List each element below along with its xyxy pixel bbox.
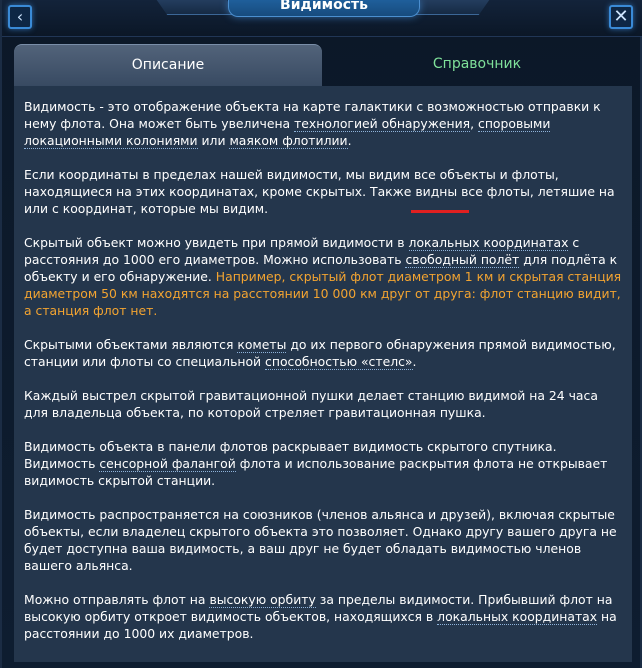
description-content — [14, 86, 632, 662]
paragraph-text: Каждый выстрел скрытой гравитационной пушки делает станцию видимой на 24 часа для владельца объекта, по которой стреляет гравитационная пушка. — [24, 388, 598, 420]
paragraph-text: для подлёта к объекту и его обнаружение. — [24, 252, 618, 284]
tab-description[interactable]: Описание — [14, 44, 322, 86]
close-button[interactable] — [609, 5, 633, 29]
paragraph-text: . — [347, 133, 352, 148]
title-bar-ornament-left — [157, 0, 238, 15]
description-paragraph — [24, 336, 622, 370]
example-highlight-text: Например, скрытый флот диаметром 1 км и скрытая станция диаметром 50 км находятся на расстоянии 10 000 км друг от друга: флот станцию видит, а станция флот нет. — [24, 269, 622, 318]
glossary-link[interactable]: споровыми локационными колониями — [24, 116, 551, 148]
title-bar-ornament-right — [409, 0, 490, 15]
glossary-link[interactable]: способностью «стелс» — [265, 354, 413, 369]
paragraph-text: с расстояния до 1000 его диаметров. Можно использовать — [24, 235, 580, 267]
paragraph-text: на расстоянии до 1000 их диаметров. — [24, 609, 617, 641]
glossary-link[interactable]: свободный полёт — [405, 252, 520, 267]
description-paragraph — [24, 506, 622, 574]
paragraph-text: Если координаты в пределах нашей видимости, мы видим все объекты и флоты, находящиеся на этих координатах, кроме скрытых. Также видны все флоты, летяшие на или с координат, которые мы видим. — [24, 167, 615, 216]
glossary-link[interactable]: маяком флотилии — [229, 133, 348, 148]
glossary-link[interactable]: высокую орбиту — [209, 592, 316, 607]
glossary-link[interactable]: технологией обнаружения — [294, 116, 471, 131]
title-bar — [2, 0, 642, 37]
paragraph-text: Видимость распространяется на союзников (членов альянса и друзей), включая скрытые объекты, если владелец скрытого объекта это позволяет. Однако другу вашего друга не будет доступна ваша видимость, а ваш друг не будет обладать видимостью членов вашего альянса. — [24, 507, 617, 573]
paragraph-text: . — [412, 354, 417, 369]
paragraph-text: флота и использование раскрытия флота не открывает видимость скрытой станции. — [24, 456, 608, 488]
paragraph-text: Скрытыми объектами являются — [24, 337, 238, 352]
paragraph-text: Видимость - это отображение объекта на карте галактики с возможностью отправки к нему флота. Она может быть увеличена — [24, 99, 601, 131]
paragraph-text: Можно отправлять флот на — [24, 592, 210, 607]
description-paragraph — [24, 166, 622, 217]
description-paragraph — [24, 387, 622, 421]
paragraph-text: или — [197, 133, 230, 148]
paragraph-text: до их первого обнаружения прямой видимостью, станции или флоты со специальной — [24, 337, 616, 369]
dialog-title: Видимость — [280, 0, 368, 13]
red-underline-mark — [411, 210, 469, 213]
tab-reference[interactable]: Справочник — [432, 56, 522, 72]
glossary-link[interactable]: сенсорной фалангой — [99, 456, 236, 471]
description-paragraph — [24, 98, 622, 149]
chevron-left-icon: ‹ — [16, 7, 24, 26]
paragraph-text: Видимость объекта в панели флотов раскрывает видимость скрытого спутника. Видимость — [24, 439, 557, 471]
close-icon: ✕ — [613, 6, 629, 27]
description-paragraph — [24, 438, 622, 489]
description-paragraph — [24, 234, 622, 319]
tab-bar — [14, 44, 632, 86]
glossary-link[interactable]: локальных координатах — [408, 235, 569, 250]
back-button[interactable] — [8, 5, 32, 29]
paragraph-text: , — [470, 116, 479, 131]
glossary-link[interactable]: локальных координатах — [437, 609, 598, 624]
glossary-link[interactable]: кометы — [237, 337, 287, 352]
paragraph-text: за пределы видимости. Прибывший флот на высокую орбиту откроет видимость объектов, находящихся в — [24, 592, 613, 624]
paragraph-text: Скрытый объект можно увидеть при прямой видимости в — [24, 235, 409, 250]
description-paragraph — [24, 591, 622, 642]
